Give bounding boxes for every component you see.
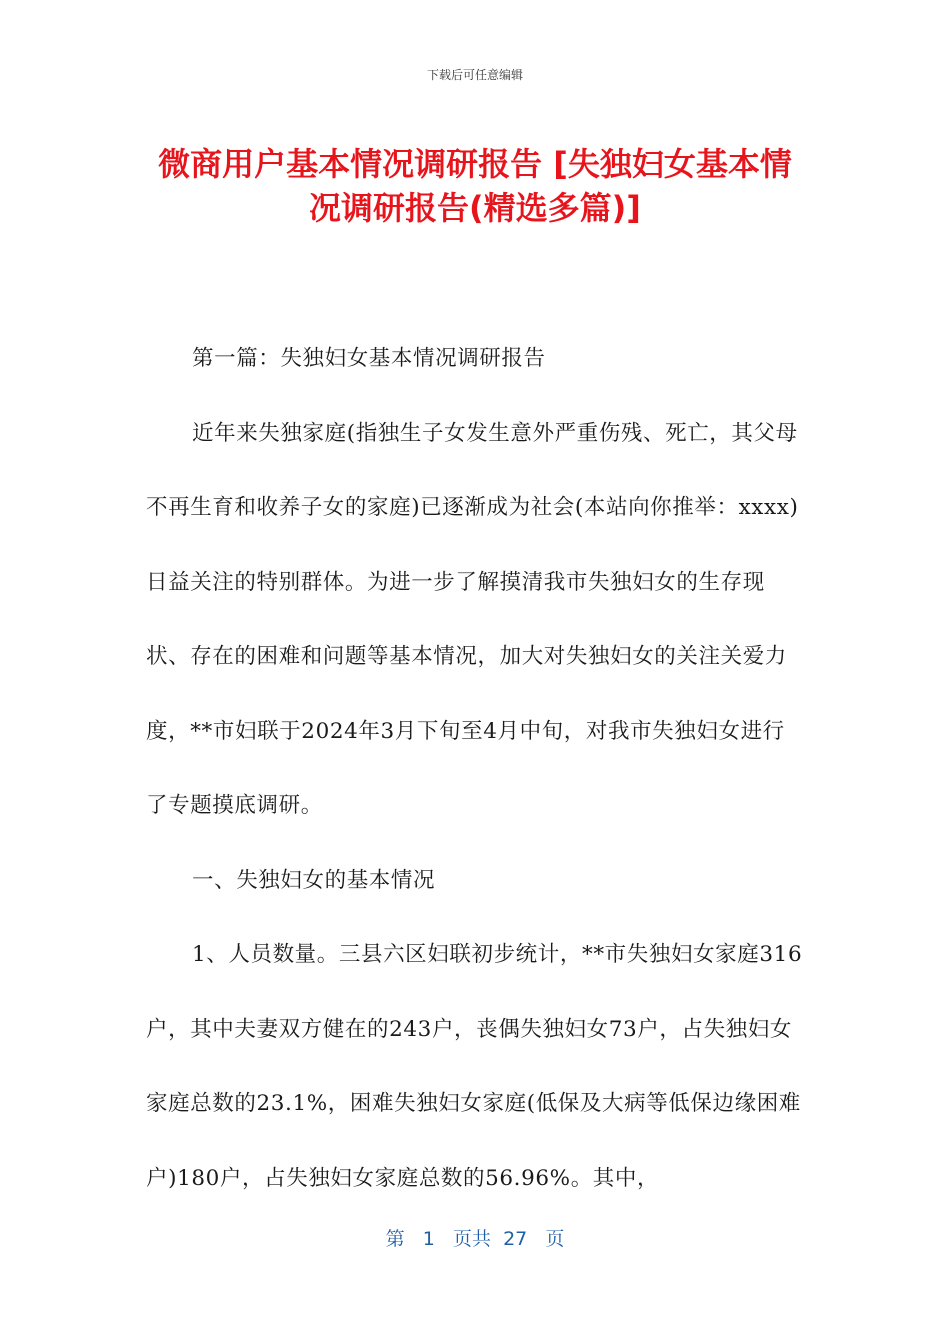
- document-body: [146, 322, 806, 1216]
- document-title: [120, 142, 830, 230]
- footer-page-current: 1: [422, 1228, 435, 1250]
- paragraph-intro: 近年来失独家庭(指独生子女发生意外严重伤残、死亡，其父母不再生育和收养子女的家庭)已逐渐成为社会(本站向你推举：xxxx)日益关注的特别群体。为进一步了解摸清我市失独妇女的生存现状、存在的困难和问题等基本情况，加大对失独妇女的关注关爱力度，**市妇联于2024年3月下旬至4月中旬，对我市失独妇女进行了专题摸底调研。: [146, 420, 799, 818]
- header-note: 下载后可任意编辑: [426, 68, 523, 82]
- footer-suffix: 页: [545, 1228, 565, 1250]
- document-title-line-2: 况调研报告(精选多篇)]: [309, 189, 641, 227]
- page-footer: [0, 1224, 950, 1251]
- footer-prefix: 第: [385, 1228, 405, 1250]
- footer-mid: 页共: [452, 1228, 491, 1250]
- footer-page-total: 27: [503, 1228, 528, 1250]
- section-title: 第一篇：失独妇女基本情况调研报告: [192, 346, 546, 371]
- paragraph-population: 1、人员数量。三县六区妇联初步统计，**市失独妇女家庭316户，其中夫妻双方健在的243户，丧偶失独妇女73户，占失独妇女家庭总数的23.1%，困难失独妇女家庭(低保及大病等低保边缘困难户)180户，占失独妇女家庭总数的56.96%。其中，: [146, 942, 803, 1191]
- heading-basic-situation: 一、失独妇女的基本情况: [192, 867, 436, 893]
- document-title-line-1: 微商用户基本情况调研报告 [失独妇女基本情: [158, 145, 792, 183]
